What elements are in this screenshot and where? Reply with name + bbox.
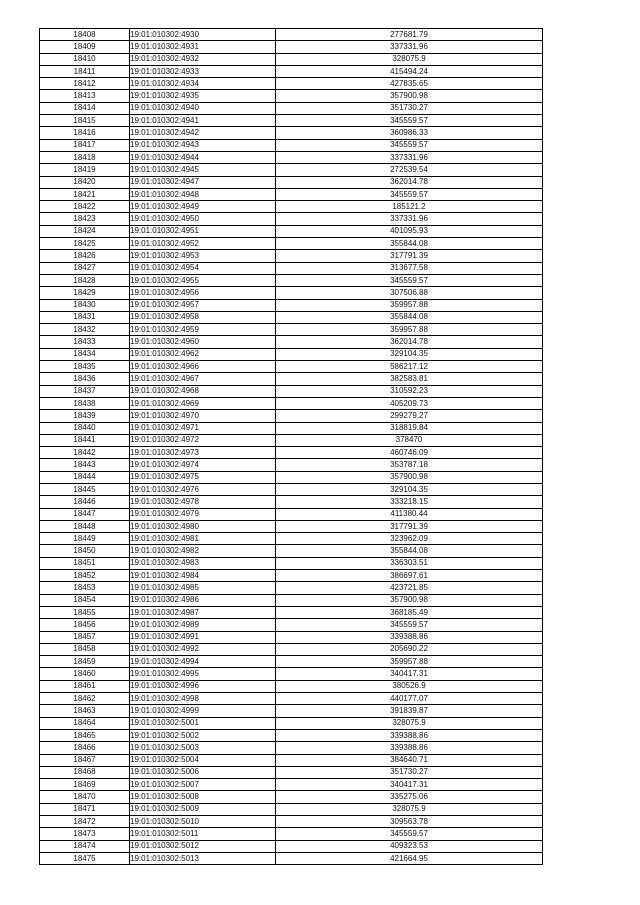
cadastral-number-cell: 19:01:010302:4933 [130,65,276,77]
table-row [40,619,543,631]
table-row [40,361,543,373]
cadastral-number-cell: 19:01:010302:4948 [130,188,276,200]
cadastral-number-cell: 19:01:010302:5008 [130,791,276,803]
row-number-cell: 18444 [40,471,130,483]
row-number-cell: 18430 [40,299,130,311]
row-number-cell: 18459 [40,656,130,668]
row-number-cell: 18465 [40,729,130,741]
cadastral-number-cell: 19:01:010302:4999 [130,705,276,717]
value-cell: 460746.09 [276,447,543,459]
table-row [40,533,543,545]
value-cell: 339388.86 [276,729,543,741]
value-cell: 421664.95 [276,852,543,864]
table-row [40,656,543,668]
table-row [40,238,543,250]
row-number-cell: 18435 [40,361,130,373]
value-cell: 357900.98 [276,471,543,483]
table-body [40,29,543,865]
table-row [40,250,543,262]
table-row [40,262,543,274]
cadastral-number-cell: 19:01:010302:5009 [130,803,276,815]
cadastral-number-cell: 19:01:010302:4930 [130,29,276,41]
cadastral-number-cell: 19:01:010302:4957 [130,299,276,311]
value-cell: 323962.09 [276,533,543,545]
row-number-cell: 18409 [40,41,130,53]
table-row [40,201,543,213]
row-number-cell: 18469 [40,779,130,791]
row-number-cell: 18452 [40,570,130,582]
row-number-cell: 18472 [40,816,130,828]
cadastral-number-cell: 19:01:010302:5004 [130,754,276,766]
row-number-cell: 18466 [40,742,130,754]
value-cell: 339388.86 [276,742,543,754]
table-row [40,164,543,176]
value-cell: 360986.33 [276,127,543,139]
row-number-cell: 18471 [40,803,130,815]
cadastral-number-cell: 19:01:010302:4960 [130,336,276,348]
table-row [40,557,543,569]
value-cell: 362014.78 [276,176,543,188]
cadastral-number-cell: 19:01:010302:5011 [130,828,276,840]
table-row [40,459,543,471]
row-number-cell: 18436 [40,373,130,385]
cadastral-number-cell: 19:01:010302:4975 [130,471,276,483]
table-row [40,287,543,299]
cadastral-number-cell: 19:01:010302:4978 [130,496,276,508]
table-row [40,336,543,348]
value-cell: 328075.9 [276,717,543,729]
value-cell: 317791.39 [276,250,543,262]
row-number-cell: 18433 [40,336,130,348]
table-row [40,668,543,680]
row-number-cell: 18424 [40,225,130,237]
value-cell: 357900.98 [276,90,543,102]
cadastral-number-cell: 19:01:010302:5010 [130,816,276,828]
table-row [40,29,543,41]
row-number-cell: 18437 [40,385,130,397]
table-row [40,471,543,483]
row-number-cell: 18428 [40,274,130,286]
value-cell: 337331.96 [276,213,543,225]
table-row [40,188,543,200]
table-row [40,779,543,791]
value-cell: 335275.06 [276,791,543,803]
cadastral-number-cell: 19:01:010302:4950 [130,213,276,225]
value-cell: 384640.71 [276,754,543,766]
cadastral-number-cell: 19:01:010302:4949 [130,201,276,213]
value-cell: 378470 [276,434,543,446]
table-row [40,791,543,803]
cadastral-number-cell: 19:01:010302:5006 [130,766,276,778]
cadastral-number-cell: 19:01:010302:4989 [130,619,276,631]
row-number-cell: 18408 [40,29,130,41]
cadastral-number-cell: 19:01:010302:4966 [130,361,276,373]
row-number-cell: 18453 [40,582,130,594]
table-row [40,483,543,495]
row-number-cell: 18413 [40,90,130,102]
cadastral-number-cell: 19:01:010302:4934 [130,78,276,90]
table-row [40,90,543,102]
value-cell: 440177.07 [276,693,543,705]
value-cell: 336303.51 [276,557,543,569]
value-cell: 362014.78 [276,336,543,348]
table-row [40,680,543,692]
value-cell: 391839.87 [276,705,543,717]
cadastral-number-cell: 19:01:010302:4932 [130,53,276,65]
cadastral-number-cell: 19:01:010302:4982 [130,545,276,557]
cadastral-number-cell: 19:01:010302:4971 [130,422,276,434]
row-number-cell: 18456 [40,619,130,631]
value-cell: 355844.08 [276,545,543,557]
cadastral-number-cell: 19:01:010302:5002 [130,729,276,741]
table-row [40,213,543,225]
table-row [40,643,543,655]
table-row [40,496,543,508]
cadastral-number-cell: 19:01:010302:4972 [130,434,276,446]
value-cell: 329104.35 [276,348,543,360]
table-row [40,729,543,741]
cadastral-number-cell: 19:01:010302:4967 [130,373,276,385]
cadastral-number-cell: 19:01:010302:4976 [130,483,276,495]
row-number-cell: 18451 [40,557,130,569]
table-row [40,422,543,434]
table-row [40,225,543,237]
table-row [40,348,543,360]
cadastral-number-cell: 19:01:010302:5001 [130,717,276,729]
value-cell: 355844.08 [276,311,543,323]
table-row [40,570,543,582]
cadastral-number-cell: 19:01:010302:4974 [130,459,276,471]
value-cell: 328075.9 [276,53,543,65]
cadastral-number-cell: 19:01:010302:4998 [130,693,276,705]
cadastral-number-cell: 19:01:010302:5003 [130,742,276,754]
cadastral-number-cell: 19:01:010302:4992 [130,643,276,655]
table-row [40,447,543,459]
cadastral-number-cell: 19:01:010302:4952 [130,238,276,250]
cadastral-number-cell: 19:01:010302:4991 [130,631,276,643]
row-number-cell: 18445 [40,483,130,495]
table-row [40,582,543,594]
row-number-cell: 18420 [40,176,130,188]
table-row [40,41,543,53]
row-number-cell: 18455 [40,606,130,618]
row-number-cell: 18443 [40,459,130,471]
value-cell: 329104.35 [276,483,543,495]
value-cell: 339388.86 [276,631,543,643]
cadastral-number-cell: 19:01:010302:4970 [130,410,276,422]
table-row [40,385,543,397]
value-cell: 401095.93 [276,225,543,237]
row-number-cell: 18411 [40,65,130,77]
table-row [40,65,543,77]
row-number-cell: 18440 [40,422,130,434]
table-row [40,299,543,311]
cadastral-number-cell: 19:01:010302:4996 [130,680,276,692]
cadastral-number-cell: 19:01:010302:4945 [130,164,276,176]
cadastral-number-cell: 19:01:010302:4931 [130,41,276,53]
row-number-cell: 18412 [40,78,130,90]
cadastral-number-cell: 19:01:010302:4981 [130,533,276,545]
value-cell: 337331.96 [276,41,543,53]
row-number-cell: 18470 [40,791,130,803]
row-number-cell: 18447 [40,508,130,520]
row-number-cell: 18474 [40,840,130,852]
cadastral-number-cell: 19:01:010302:4994 [130,656,276,668]
value-cell: 357900.98 [276,594,543,606]
row-number-cell: 18423 [40,213,130,225]
cadastral-value-table [39,28,543,865]
value-cell: 337331.96 [276,151,543,163]
row-number-cell: 18462 [40,693,130,705]
cadastral-number-cell: 19:01:010302:4984 [130,570,276,582]
cadastral-number-cell: 19:01:010302:4955 [130,274,276,286]
table-row [40,397,543,409]
value-cell: 359957.88 [276,299,543,311]
cadastral-number-cell: 19:01:010302:4943 [130,139,276,151]
cadastral-number-cell: 19:01:010302:4941 [130,115,276,127]
row-number-cell: 18449 [40,533,130,545]
table-row [40,324,543,336]
table-row [40,176,543,188]
row-number-cell: 18415 [40,115,130,127]
table-row [40,594,543,606]
row-number-cell: 18460 [40,668,130,680]
table-row [40,840,543,852]
row-number-cell: 18421 [40,188,130,200]
row-number-cell: 18422 [40,201,130,213]
value-cell: 345559.57 [276,274,543,286]
value-cell: 427835.65 [276,78,543,90]
table-row [40,410,543,422]
cadastral-number-cell: 19:01:010302:4985 [130,582,276,594]
cadastral-number-cell: 19:01:010302:4942 [130,127,276,139]
row-number-cell: 18441 [40,434,130,446]
cadastral-number-cell: 19:01:010302:4959 [130,324,276,336]
cadastral-number-cell: 19:01:010302:4995 [130,668,276,680]
value-cell: 368185.49 [276,606,543,618]
table-row [40,127,543,139]
row-number-cell: 18429 [40,287,130,299]
table-row [40,717,543,729]
table-row [40,828,543,840]
value-cell: 359957.88 [276,324,543,336]
value-cell: 299279.27 [276,410,543,422]
table-row [40,631,543,643]
row-number-cell: 18432 [40,324,130,336]
value-cell: 328075.9 [276,803,543,815]
table-row [40,705,543,717]
cadastral-number-cell: 19:01:010302:4954 [130,262,276,274]
table-row [40,742,543,754]
row-number-cell: 18450 [40,545,130,557]
row-number-cell: 18467 [40,754,130,766]
row-number-cell: 18425 [40,238,130,250]
table-row [40,545,543,557]
value-cell: 309563.78 [276,816,543,828]
cadastral-number-cell: 19:01:010302:4944 [130,151,276,163]
row-number-cell: 18457 [40,631,130,643]
cadastral-number-cell: 19:01:010302:4947 [130,176,276,188]
value-cell: 409323.53 [276,840,543,852]
row-number-cell: 18418 [40,151,130,163]
table-row [40,311,543,323]
cadastral-number-cell: 19:01:010302:4986 [130,594,276,606]
value-cell: 205690.22 [276,643,543,655]
row-number-cell: 18464 [40,717,130,729]
cadastral-number-cell: 19:01:010302:4980 [130,520,276,532]
value-cell: 313677.58 [276,262,543,274]
row-number-cell: 18458 [40,643,130,655]
cadastral-number-cell: 19:01:010302:4983 [130,557,276,569]
cadastral-number-cell: 19:01:010302:4956 [130,287,276,299]
row-number-cell: 18410 [40,53,130,65]
row-number-cell: 18417 [40,139,130,151]
row-number-cell: 18434 [40,348,130,360]
cadastral-number-cell: 19:01:010302:4987 [130,606,276,618]
cadastral-number-cell: 19:01:010302:4958 [130,311,276,323]
table-row [40,693,543,705]
row-number-cell: 18473 [40,828,130,840]
row-number-cell: 18446 [40,496,130,508]
value-cell: 382583.81 [276,373,543,385]
table-row [40,803,543,815]
row-number-cell: 18427 [40,262,130,274]
value-cell: 423721.85 [276,582,543,594]
value-cell: 185121.2 [276,201,543,213]
value-cell: 386697.61 [276,570,543,582]
cadastral-number-cell: 19:01:010302:4935 [130,90,276,102]
value-cell: 345559.57 [276,139,543,151]
table-row [40,852,543,864]
value-cell: 340417.31 [276,668,543,680]
cadastral-number-cell: 19:01:010302:4953 [130,250,276,262]
table-row [40,115,543,127]
table-row [40,373,543,385]
row-number-cell: 18463 [40,705,130,717]
value-cell: 380526.9 [276,680,543,692]
table-row [40,754,543,766]
value-cell: 586217.12 [276,361,543,373]
value-cell: 277681.79 [276,29,543,41]
row-number-cell: 18448 [40,520,130,532]
row-number-cell: 18439 [40,410,130,422]
row-number-cell: 18461 [40,680,130,692]
table-row [40,520,543,532]
value-cell: 310592.23 [276,385,543,397]
row-number-cell: 18431 [40,311,130,323]
value-cell: 359957.88 [276,656,543,668]
cadastral-number-cell: 19:01:010302:5012 [130,840,276,852]
table-row [40,78,543,90]
row-number-cell: 18475 [40,852,130,864]
value-cell: 307506.88 [276,287,543,299]
row-number-cell: 18438 [40,397,130,409]
table-row [40,766,543,778]
value-cell: 345559.57 [276,188,543,200]
value-cell: 318819.84 [276,422,543,434]
cadastral-number-cell: 19:01:010302:5013 [130,852,276,864]
value-cell: 345559.57 [276,115,543,127]
value-cell: 355844.08 [276,238,543,250]
table-row [40,816,543,828]
cadastral-number-cell: 19:01:010302:4940 [130,102,276,114]
cadastral-number-cell: 19:01:010302:4979 [130,508,276,520]
table-row [40,53,543,65]
row-number-cell: 18454 [40,594,130,606]
cadastral-number-cell: 19:01:010302:4951 [130,225,276,237]
value-cell: 411380.44 [276,508,543,520]
row-number-cell: 18426 [40,250,130,262]
table-row [40,434,543,446]
row-number-cell: 18419 [40,164,130,176]
table-row [40,606,543,618]
cadastral-number-cell: 19:01:010302:5007 [130,779,276,791]
value-cell: 333218.15 [276,496,543,508]
table-row [40,139,543,151]
table-row [40,102,543,114]
value-cell: 340417.31 [276,779,543,791]
row-number-cell: 18414 [40,102,130,114]
cadastral-number-cell: 19:01:010302:4962 [130,348,276,360]
value-cell: 345559.57 [276,828,543,840]
value-cell: 317791.39 [276,520,543,532]
value-cell: 272539.54 [276,164,543,176]
value-cell: 415494.24 [276,65,543,77]
cadastral-number-cell: 19:01:010302:4973 [130,447,276,459]
cadastral-number-cell: 19:01:010302:4969 [130,397,276,409]
row-number-cell: 18416 [40,127,130,139]
value-cell: 345559.57 [276,619,543,631]
table-row [40,508,543,520]
cadastral-number-cell: 19:01:010302:4968 [130,385,276,397]
value-cell: 353787.18 [276,459,543,471]
table-row [40,151,543,163]
row-number-cell: 18442 [40,447,130,459]
value-cell: 351730.27 [276,102,543,114]
value-cell: 405209.73 [276,397,543,409]
value-cell: 351730.27 [276,766,543,778]
table-row [40,274,543,286]
row-number-cell: 18468 [40,766,130,778]
